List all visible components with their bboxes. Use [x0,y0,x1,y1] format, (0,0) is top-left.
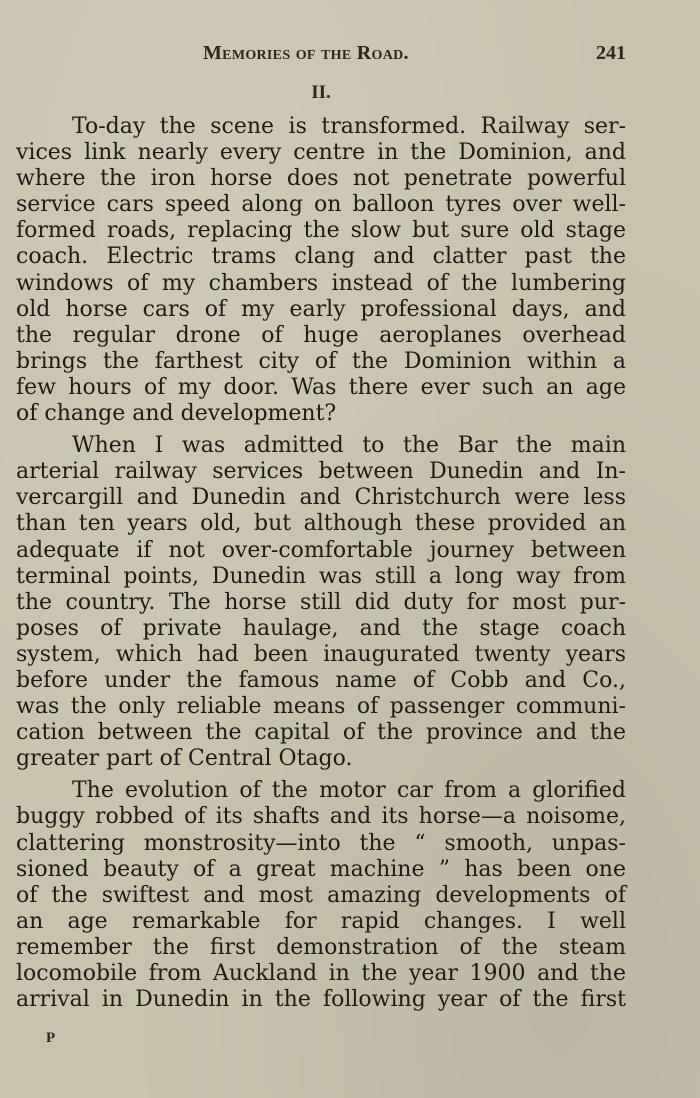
page-number: 241 [596,42,626,64]
text-line: arterial railway services between Dunedin and In- [16,459,626,485]
text-line: vices link nearly every centre in the Dominion, and [16,140,626,166]
paragraph-3 [16,778,626,1013]
text-line: poses of private haulage, and the stage coach [16,615,626,641]
text-line: old horse cars of my early professional days, and [16,296,626,322]
text-line: sioned beauty of a great machine ” has been one [16,856,626,882]
text-line: vercargill and Dunedin and Christchurch were less [16,485,626,511]
paragraph-2 [16,433,626,772]
text-line: of the swiftest and most amazing developments of [16,882,626,908]
paragraph-1 [16,114,626,427]
text-line: cation between the capital of the province and the [16,720,626,746]
text-line: than ten years old, but although these provided an [16,511,626,537]
book-page [16,0,626,1098]
running-title: Memories of the Road. [203,42,409,64]
text-line: buggy robbed of its shafts and its horse—a noisome, [16,804,626,830]
text-line: system, which had been inaugurated twenty years [16,641,626,667]
text-line: few hours of my door. Was there ever such an age [16,374,626,400]
text-line: coach. Electric trams clang and clatter past the [16,244,626,270]
text-line: service cars speed along on balloon tyres over well- [16,192,626,218]
text-line: remember the first demonstration of the steam [16,934,626,960]
body-text [16,114,626,1013]
text-line: When I was admitted to the Bar the main [72,433,626,459]
text-line: where the iron horse does not penetrate powerful [16,166,626,192]
text-line: arrival in Dunedin in the following year of the first [16,987,626,1013]
text-line: of change and development? [16,401,337,427]
text-line: To-day the scene is transformed. Railway ser- [72,114,626,139]
text-line: before under the famous name of Cobb and Co., [16,667,626,693]
signature-mark: P [46,1030,56,1046]
text-line: windows of my chambers instead of the lumbering [16,270,626,296]
text-line: brings the farthest city of the Dominion within a [16,348,626,374]
text-line: greater part of Central Otago. [16,746,353,772]
text-line: the country. The horse still did duty for most pur- [16,589,626,615]
text-line: The evolution of the motor car from a glorified [72,778,626,804]
text-line: formed roads, replacing the slow but sure old stage [16,218,626,244]
page-header [16,42,626,70]
text-line: locomobile from Auckland in the year 1900 and the [16,961,626,986]
section-heading: II. [311,82,331,103]
text-line: was the only reliable means of passenger communi- [16,694,626,720]
text-line: adequate if not over-comfortable journey between [16,537,626,563]
text-line: terminal points, Dunedin was still a long way from [16,563,626,589]
text-line: clattering monstrosity—into the “ smooth, unpas- [16,830,626,856]
text-line: an age remarkable for rapid changes. I well [16,908,626,934]
text-line: the regular drone of huge aeroplanes overhead [16,322,626,348]
